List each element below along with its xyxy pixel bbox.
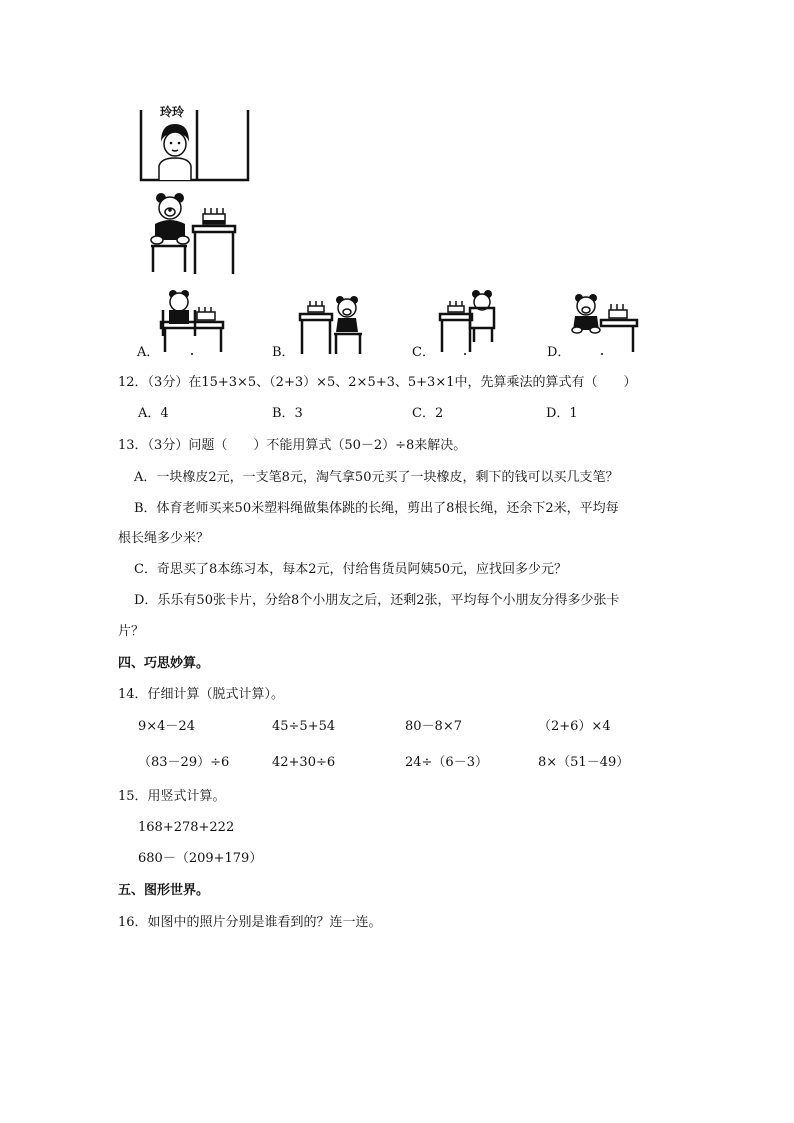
- chair: [151, 246, 187, 272]
- q12-option-a[interactable]: A．4: [138, 406, 169, 421]
- q14-item: （83－29）÷6: [138, 755, 230, 770]
- q13-option-d[interactable]: D．乐乐有50张卡片，分给8个小朋友之后，还剩2张，平均每个小朋友分得多少张卡: [134, 593, 620, 608]
- photo-b-bear-front: [270, 288, 380, 360]
- q13-option-b-cont: 根长绳多少米？: [118, 531, 210, 546]
- q14-item: 42+30÷6: [272, 755, 336, 770]
- q15-item: 680－（209+179）: [138, 851, 263, 866]
- q13-option-c[interactable]: C．奇思买了8本练习本，每本2元，付给售货员阿姨50元，应找回多少元？: [134, 562, 568, 577]
- q15-item: 168+278+222: [138, 820, 235, 835]
- q12-option-c[interactable]: C．2: [412, 406, 444, 421]
- q14-item: 24÷（6－3）: [405, 755, 488, 770]
- option-label: D．: [547, 345, 571, 360]
- girl-figure: [159, 124, 191, 180]
- photo-d-bear-left-table-right: [545, 288, 655, 360]
- q14-item: 80－8×7: [405, 719, 462, 734]
- section4-title: 四、巧思妙算。: [118, 656, 210, 671]
- option-label: A．: [137, 345, 160, 360]
- q12-option-b[interactable]: B．3: [272, 406, 303, 421]
- q14-item: 45÷5+54: [272, 719, 336, 734]
- q13-option-a[interactable]: A．一块橡皮2元，一支笔8元，淘气拿50元买了一块橡皮，剩下的钱可以买几支笔？: [134, 470, 619, 485]
- scene-drawing: [135, 100, 255, 280]
- photo-a-bear-behind-table: [135, 288, 245, 360]
- q14-stem: 14．仔细计算（脱式计算）。: [118, 687, 285, 702]
- q16-stem: 16．如图中的照片分别是谁看到的？连一连。: [118, 915, 382, 930]
- table-with-cake: [193, 208, 235, 274]
- q12-option-d[interactable]: D．1: [546, 406, 578, 421]
- q14-item: （2+6）×4: [538, 719, 611, 734]
- option-label: B．: [272, 345, 295, 360]
- scene-figure: [135, 100, 255, 280]
- q14-item: 9×4－24: [138, 719, 195, 734]
- q13-option-b[interactable]: B．体育老师买来50米塑料绳做集体跳的长绳，剪出了8根长绳，还余下2米，平均每: [134, 501, 619, 516]
- q13-option-d-cont: 片？: [118, 624, 145, 639]
- photo-option-c[interactable]: [410, 288, 520, 360]
- bear-figure: [151, 193, 189, 244]
- photo-c-table-front-bear-behind: [410, 288, 520, 360]
- q14-item: 8×（51－49）: [538, 755, 630, 770]
- q12-stem: 12．（3分）在15+3×5、（2+3）×5、2×5+3、5+3×1中，先算乘法的算式有（ ）: [118, 375, 637, 390]
- photo-option-b[interactable]: [270, 288, 380, 360]
- option-label: C．: [412, 345, 435, 360]
- section5-title: 五、图形世界。: [118, 883, 210, 898]
- q15-stem: 15．用竖式计算。: [118, 789, 226, 804]
- q13-stem: 13．（3分）问题（ ）不能用算式（50－2）÷8来解决。: [118, 438, 467, 453]
- photo-option-a[interactable]: [135, 288, 245, 360]
- photo-option-d[interactable]: [545, 288, 655, 360]
- girl-name-label: 玲玲: [160, 105, 185, 119]
- window-frame: [141, 110, 248, 180]
